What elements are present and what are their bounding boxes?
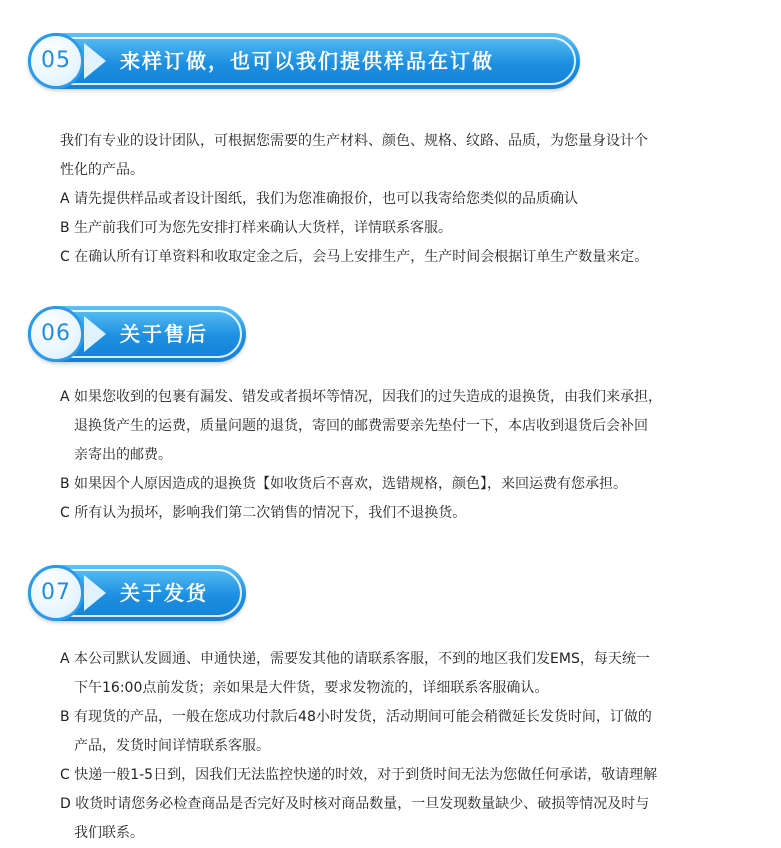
text-line: A 请先提供样品或者设计图纸，我们为您准确报价，也可以我寄给您类似的品质确认 — [60, 191, 579, 207]
section-number: 05 — [41, 48, 71, 73]
text-line: C 在确认所有订单资料和收取定金之后，会马上安排生产，生产时间会根据订单生产数量来定。 — [60, 249, 649, 265]
text-line: B 如果因个人原因造成的退换货【如收货后不喜欢，选错规格，颜色】，来回运费有您承担。 — [60, 476, 628, 492]
section-number: 06 — [41, 321, 71, 346]
section-07-text — [60, 645, 657, 848]
text-line: C 所有认为损坏，影响我们第二次销售的情况下，我们不退换货。 — [60, 505, 467, 521]
text-line: A 本公司默认发圆通、申通快递，需要发其他的请联系客服，不到的地区我们发EMS，每天统一 — [60, 651, 650, 667]
section-title: 关于售后 — [120, 322, 208, 346]
text-line: D 收货时请您务必检查商品是否完好及时核对商品数量，一旦发现数量缺少、破损等情况及时与 — [60, 796, 650, 812]
text-line: 退换货产生的运费，质量问题的退货，寄回的邮费需要亲先垫付一下，本店收到退货后会补回 — [74, 418, 648, 434]
section-05-text — [60, 127, 648, 272]
section-title: 关于发货 — [120, 581, 208, 605]
arrow-right-icon — [84, 575, 106, 611]
section-06-text — [60, 383, 662, 528]
text-line: 性化的产品。 — [60, 162, 144, 178]
section-number: 07 — [41, 580, 71, 605]
text-line: 我们有专业的设计团队，可根据您需要的生产材料、颜色、规格、纹路、品质，为您量身设计个 — [60, 133, 648, 149]
arrow-right-icon — [84, 316, 106, 352]
text-line: 亲寄出的邮费。 — [74, 447, 172, 463]
text-line: 下午16:00点前发货；亲如果是大件货，要求发物流的，详细联系客服确认。 — [74, 680, 549, 696]
section-title: 来样订做，也可以我们提供样品在订做 — [120, 49, 494, 73]
arrow-right-icon — [84, 43, 106, 79]
text-line: B 生产前我们可为您先安排打样来确认大货样，详情联系客服。 — [60, 220, 453, 236]
text-line: B 有现货的产品，一般在您成功付款后48小时发货，活动期间可能会稍微延长发货时间，订做的 — [60, 709, 652, 725]
text-line: C 快递一般1-5日到，因我们无法监控快递的时效，对于到货时间无法为您做任何承诺，敬请理解 — [60, 767, 658, 783]
text-line: A 如果您收到的包裹有漏发、错发或者损坏等情况，因我们的过失造成的退换货，由我们来承担， — [60, 389, 663, 405]
text-line: 产品，发货时间详情联系客服。 — [74, 738, 270, 754]
text-line: 我们联系。 — [74, 825, 144, 841]
